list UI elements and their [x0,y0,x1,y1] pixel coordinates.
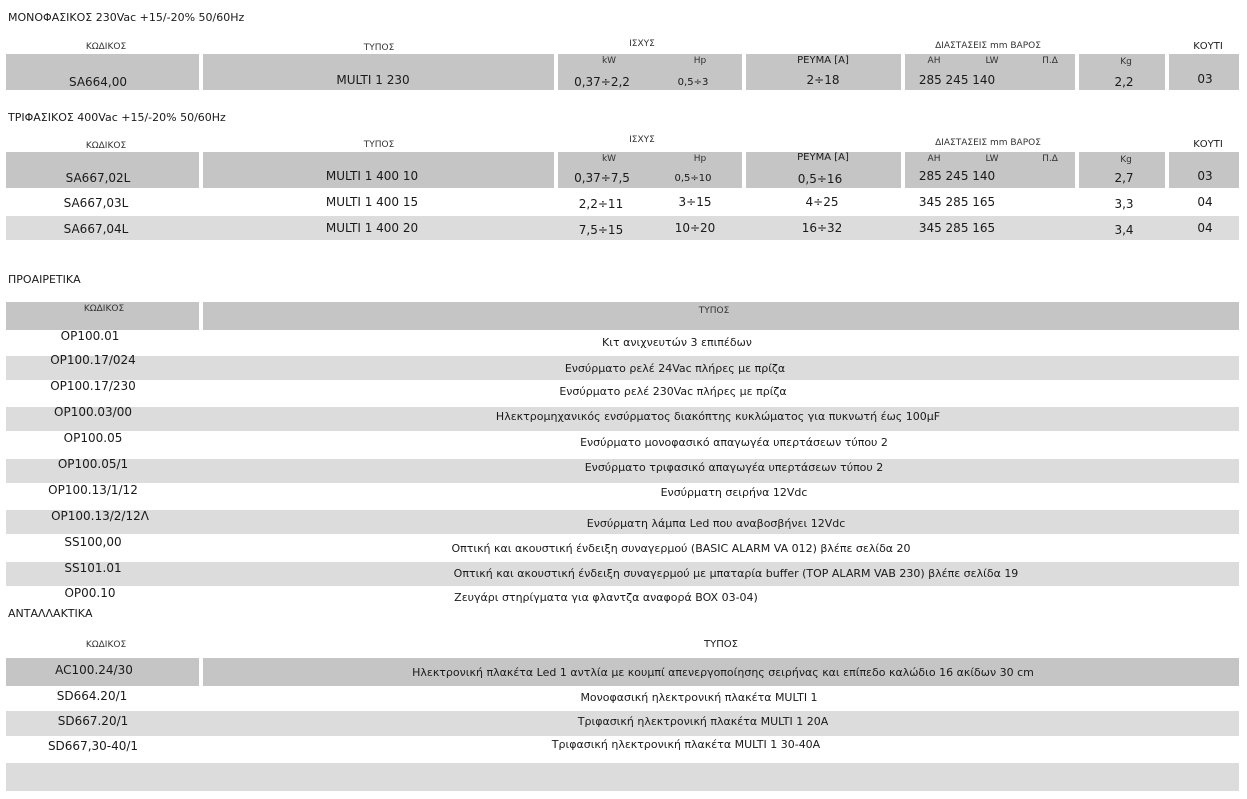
tri-header-power: ΙΣΧΥΣ [629,135,655,145]
tri-row-current: 0,5÷16 [797,172,843,186]
optional-row-desc: Οπτική και ακουστική ένδειξη συναγερμού με μπαταρία buffer (TOP ALARM VAB 230) βλέπε σελίδα 19 [453,567,1019,580]
tri-header-code: ΚΩΔΙΚΟΣ [85,141,127,151]
spares-row-code: SD667,30-40/1 [47,739,139,753]
spares-row-code: SD667.20/1 [57,714,129,728]
spares-header-code: ΚΩΔΙΚΟΣ [85,640,127,650]
spares-header-type: ΤΥΠΟΣ [704,639,738,650]
spares-row-desc: Μονοφασική ηλεκτρονική πλακέτα MULTI 1 [580,691,818,704]
spares-row-code: AC100.24/30 [55,663,133,677]
optional-header-code: ΚΩΔΙΚΟΣ [83,304,125,314]
mono-type: MULTI 1 230 [336,73,410,87]
tri-row-current: 16÷32 [801,221,843,235]
tri-header-pd: Π.Δ [1042,154,1058,164]
optional-row-desc: Ενσύρματο τριφασικό απαγωγέα υπερτάσεων τύπου 2 [584,461,884,474]
mono-kg: 2,2 [1114,75,1134,89]
mono-header-dims: ΔΙΑΣΤΑΣΕΙΣ mm ΒΑΡΟΣ [935,41,1041,51]
optional-row-desc: Ενσύρματη σειρήνα 12Vdc [660,486,808,499]
optional-row-code: OP100.01 [60,329,120,343]
tri-section-title: ΤΡΙΦΑΣΙΚΟΣ 400Vac +15/-20% 50/60Hz [8,111,226,124]
tri-row-current: 4÷25 [805,195,839,209]
tri-row-kw: 2,2÷11 [578,197,624,211]
spares-row-band [6,763,1239,791]
tri-row-dims: 285 245 140 [918,169,996,183]
tri-header-current: ΡΕΥΜΑ [A] [797,152,849,163]
optional-row-desc: Ενσύρματο ρελέ 230Vac πλήρες με πρίζα [559,385,787,398]
tri-row-box: 04 [1197,221,1213,235]
optional-row-code: SS101.01 [64,561,122,575]
spares-row-desc: Ηλεκτρονική πλακέτα Led 1 αντλία με κουμπί απενεργοποίησης σειρήνας και επίπεδο καλώδιο 16 ακίδων 30 cm [412,666,1034,679]
tri-header-ah: ΑΗ [927,154,941,164]
optional-row-code: OP100.05 [63,431,123,445]
mono-section-title: ΜΟΝΟΦΑΣΙΚΟΣ 230Vac +15/-20% 50/60Hz [8,11,245,24]
optional-row-desc: Ενσύρματη λάμπα Led που αναβοσβήνει 12Vdc [586,517,846,530]
tri-row-kg: 3,4 [1114,223,1134,237]
optional-row-code: OP100.13/2/12Λ [51,509,149,523]
mono-header-hp: Hp [693,56,707,66]
tri-row-type: MULTI 1 400 10 [325,169,419,183]
optional-row-desc: Ηλεκτρομηχανικός ενσύρματος διακόπτης κυκλώματος για πυκνωτή έως 100μF [495,410,941,423]
optional-row-code: OP100.13/1/12 [48,483,138,497]
mono-dims: 285 245 140 [918,73,996,87]
tri-header-hp: Hp [693,154,707,164]
optional-row-desc: Ενσύρματο μονοφασικό απαγωγέα υπερτάσεων τύπου 2 [580,436,888,449]
tri-row-type: MULTI 1 400 15 [325,195,419,209]
tri-row-hp: 10÷20 [674,221,716,235]
spares-section-title: ΑΝΤΑΛΛΑΚΤΙΚΑ [8,607,93,620]
optional-row-desc: Ενσύρματο ρελέ 24Vac πλήρες με πρίζα [564,362,786,375]
mono-code: SA664,00 [68,75,128,89]
optional-row-code: OP100.05/1 [57,457,129,471]
optional-row-code: OP100.03/00 [54,405,132,419]
mono-header-code: ΚΩΔΙΚΟΣ [85,42,127,52]
mono-header-type: ΤΥΠΟΣ [363,43,395,53]
tri-row-kw: 7,5÷15 [578,223,624,237]
mono-box: 03 [1197,72,1213,86]
tri-header-kw: kW [601,154,617,164]
spares-row-desc: Τριφασική ηλεκτρονική πλακέτα MULTI 1 20A [577,715,829,728]
tri-row-kg: 3,3 [1114,197,1134,211]
optional-row-desc: Ζευγάρι στηρίγματα για φλαντζα αναφορά BOX 03-04) [454,591,758,604]
optional-section-title: ΠΡΟΑΙΡΕΤΙΚΑ [8,273,81,286]
mono-header-power: ΙΣΧΥΣ [629,39,655,49]
tri-row-box: 04 [1197,195,1213,209]
mono-header-current: ΡΕΥΜΑ [A] [797,55,849,66]
tri-header-kg: Kg [1120,155,1132,165]
tri-row-dims: 345 285 165 [918,221,996,235]
mono-header-lw: LW [985,56,999,66]
optional-row-code: OP100.17/230 [50,379,136,393]
mono-header-kw: kW [601,56,617,66]
tri-row-dims: 345 285 165 [918,195,996,209]
spares-row-code: SD664.20/1 [56,689,128,703]
optional-header-type: ΤΥΠΟΣ [698,306,730,316]
tri-row-box: 03 [1197,169,1213,183]
tri-row-type: MULTI 1 400 20 [325,221,419,235]
tri-row-code: SA667,02L [65,171,131,185]
optional-row-desc: Κιτ ανιχνευτών 3 επιπέδων [602,336,752,349]
tri-row-code: SA667,03L [63,196,129,210]
mono-header-ah: ΑΗ [927,56,941,66]
mono-current: 2÷18 [806,73,840,87]
mono-kw: 0,37÷2,2 [574,75,630,89]
tri-header-lw: LW [985,154,999,164]
tri-header-type: ΤΥΠΟΣ [363,140,395,150]
optional-row-code: OP100.17/024 [50,353,136,367]
mono-header-kg: Kg [1120,57,1132,67]
optional-row-code: SS100,00 [64,535,122,549]
tri-header-dims: ΔΙΑΣΤΑΣΕΙΣ mm ΒΑΡΟΣ [935,138,1041,148]
spares-row-desc: Τριφασική ηλεκτρονική πλακέτα MULTI 1 30-40A [551,738,821,751]
mono-header-box: ΚΟΥΤΙ [1193,41,1223,52]
tri-row-hp: 3÷15 [678,195,712,209]
optional-row-code: OP00.10 [64,586,116,600]
mono-header-pd: Π.Δ [1042,56,1058,66]
tri-header-box: ΚΟΥΤΙ [1193,139,1223,150]
optional-row-desc: Οπτική και ακουστική ένδειξη συναγερμού (BASIC ALARM VA 012) βλέπε σελίδα 20 [451,542,911,555]
tri-row-code: SA667,04L [63,222,129,236]
tri-row-kg: 2,7 [1114,171,1134,185]
tri-row-kw: 0,37÷7,5 [574,171,630,185]
tri-row-hp: 0,5÷10 [674,173,712,184]
mono-hp: 0,5÷3 [677,77,709,88]
